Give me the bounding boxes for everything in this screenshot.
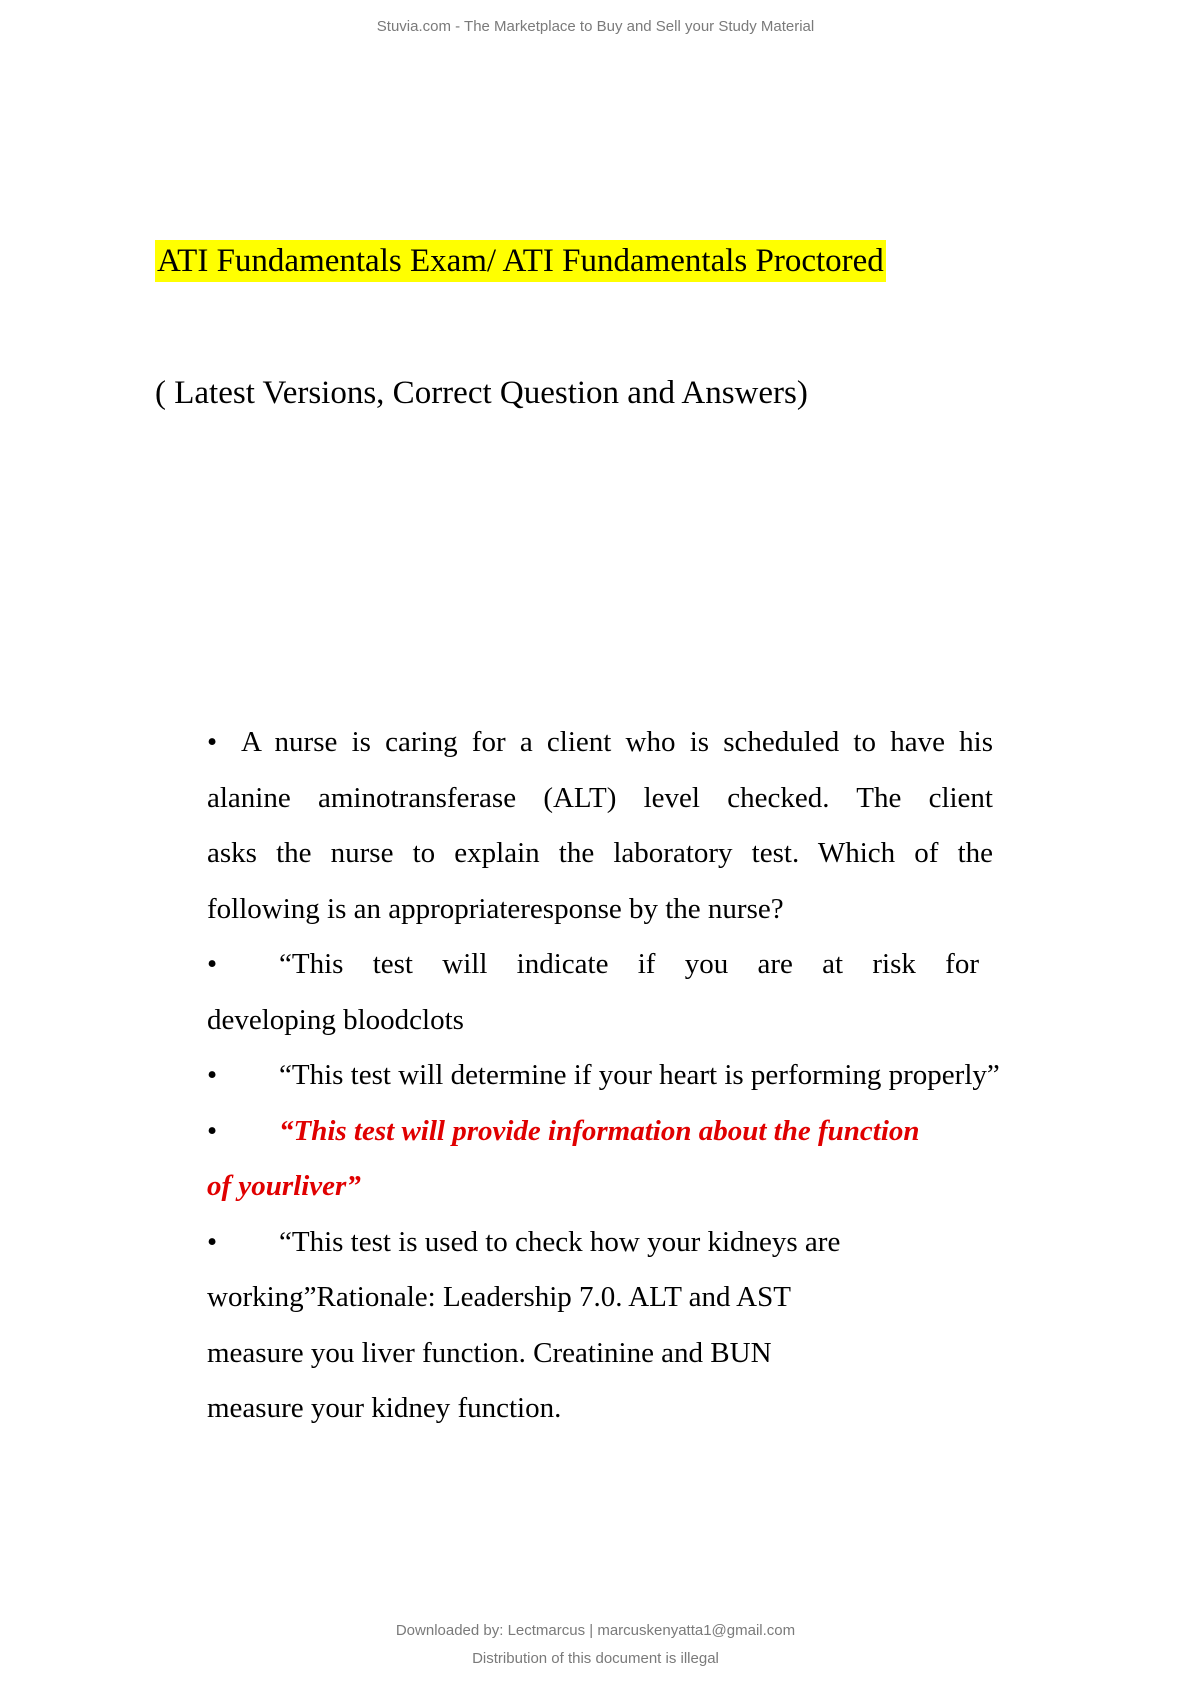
question-stem [207,715,993,771]
bullet-icon: • [207,726,218,758]
option-text-continued: developing bloodclots [207,1003,464,1036]
option-text: “This test will determine if your heart is performing properly” [279,1059,1000,1091]
bullet-icon: • [207,1114,218,1147]
question-block [207,715,1000,1437]
rationale-line: working”Rationale: Leadership 7.0. ALT and AST [207,1281,791,1313]
question-line: alanine aminotransferase (ALT) level checked. The client [207,781,993,814]
option-a [207,937,993,993]
document-title: ATI Fundamentals Exam/ ATI Fundamentals Proctored [155,240,886,282]
question-line: asks the nurse to explain the laboratory test. Which of the [207,837,993,869]
download-info: Downloaded by: Lectmarcus | marcuskenyatta1@gmail.com [395,1622,796,1639]
legal-notice: Distribution of this document is illegal [472,1650,719,1667]
bullet-icon: • [207,1059,218,1091]
page-header-note: Stuvia.com - The Marketplace to Buy and Sell your Study Material [376,18,815,35]
correct-answer-text-continued: of yourliver” [207,1170,361,1202]
rationale-line: measure your kidney function. [207,1392,562,1424]
question-line: following is an appropriateresponse by the nurse? [207,892,784,925]
title-container [155,240,886,282]
bullet-icon: • [207,1225,218,1258]
correct-answer-text: “This test will provide information about the function [279,1114,920,1147]
bullet-icon: • [207,948,218,980]
option-d [207,1215,993,1271]
question-text [241,715,993,771]
option-b [207,1048,1000,1104]
option-c-correct [207,1104,993,1160]
option-text: “This test is used to check how your kidneys are [279,1225,841,1258]
question-line: A nurse is caring for a client who is scheduled to have his [241,726,993,758]
option-text: “This test will indicate if you are at risk for [279,948,979,980]
rationale-line: measure you liver function. Creatinine and BUN [207,1336,772,1369]
document-subtitle: ( Latest Versions, Correct Question and Answers) [155,375,808,411]
